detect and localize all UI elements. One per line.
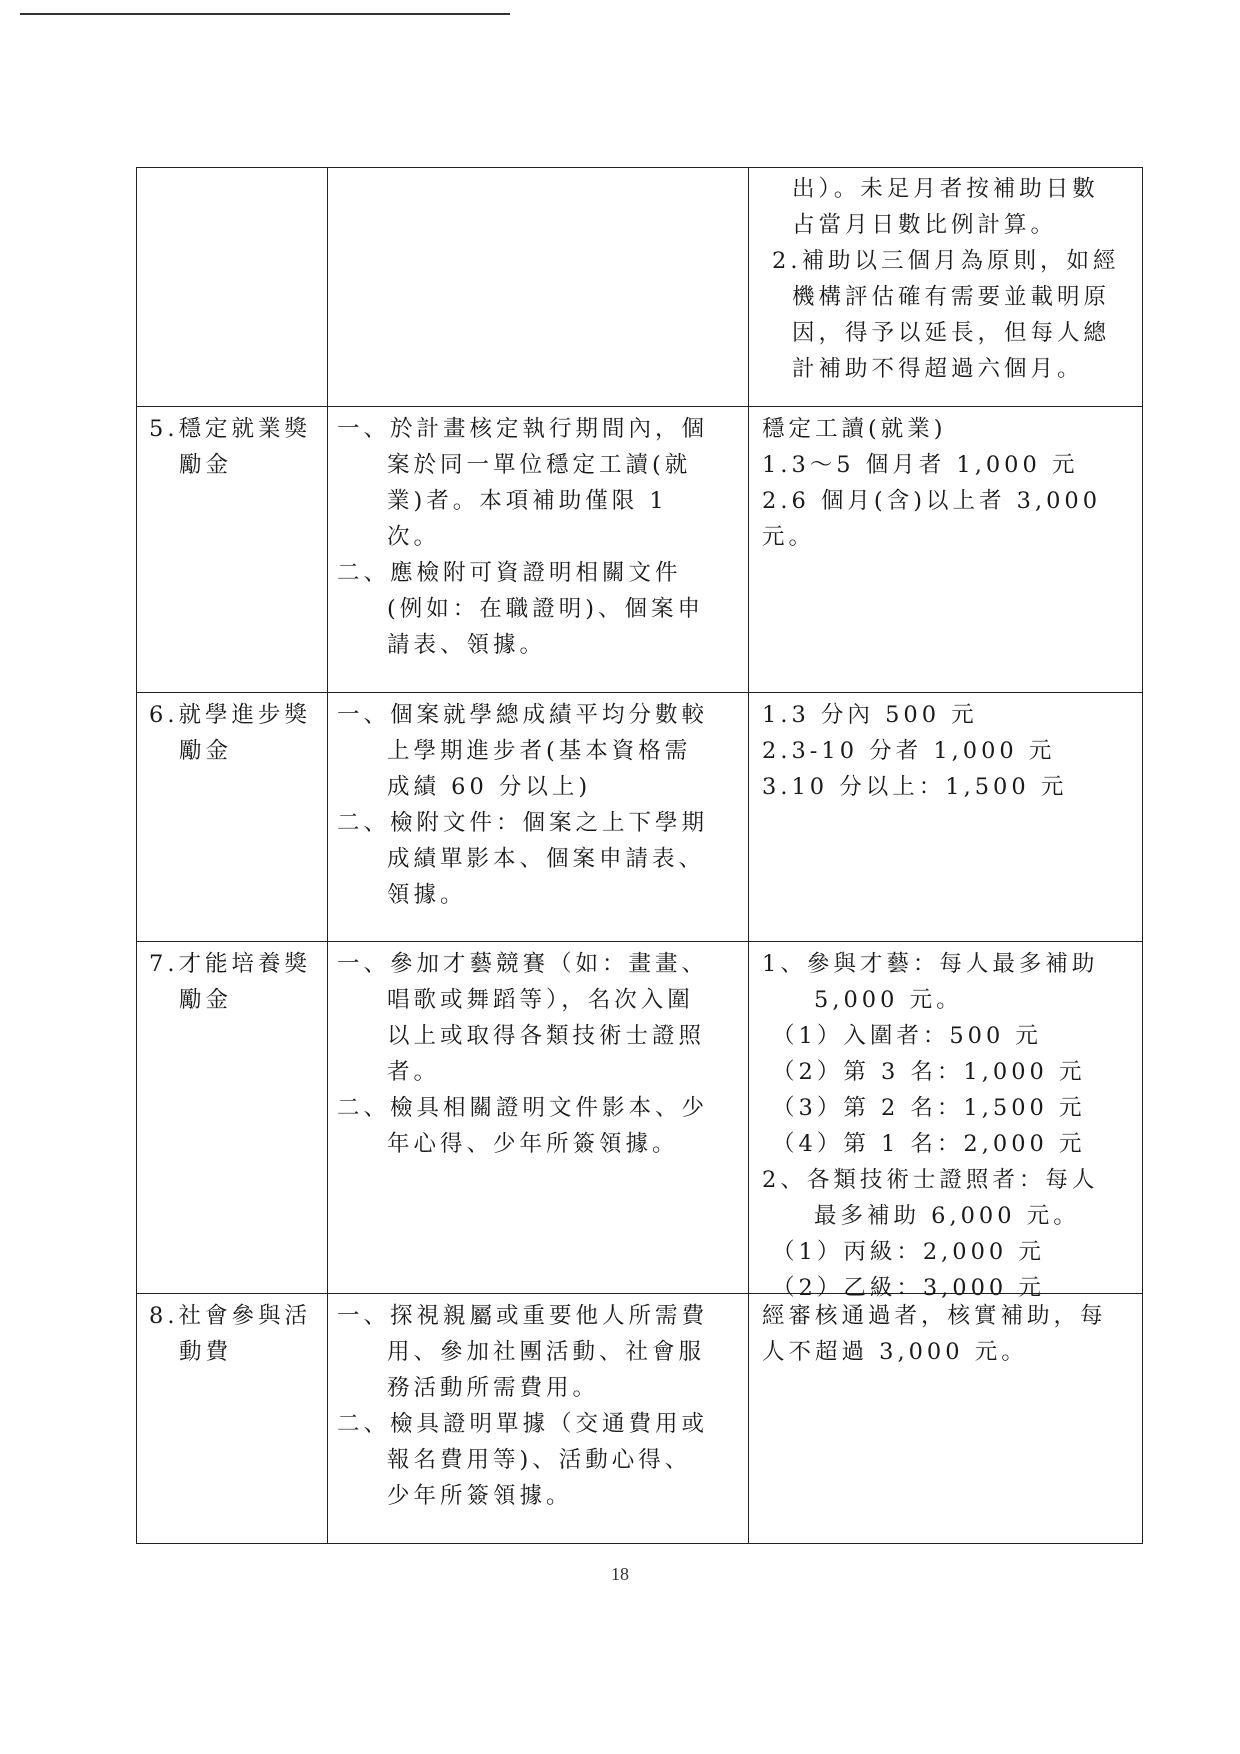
- text-line: 次。: [387, 524, 441, 550]
- column-divider: [327, 168, 328, 1543]
- text-line: 占當月日數比例計算。: [792, 212, 1058, 238]
- subsidy-table: [136, 167, 1143, 1544]
- text-line: 二、檢具相關證明文件影本、少: [337, 1095, 709, 1121]
- text-line: 5.穩定就業獎: [149, 416, 311, 442]
- text-line: 二、檢附文件：個案之上下學期: [337, 810, 709, 836]
- text-line: 上學期進步者(基本資格需: [387, 738, 692, 764]
- text-line: 穩定工讀(就業): [762, 416, 947, 442]
- text-line: 2、各類技術士證照者：每人: [762, 1167, 1099, 1193]
- text-line: （1）丙級：2,000 元: [772, 1239, 1045, 1265]
- row-continued-amount: [762, 171, 1142, 387]
- row-6-criteria: [337, 697, 755, 913]
- row-6-item: [149, 697, 327, 769]
- row-7-amount: [762, 946, 1142, 1306]
- text-line: 一、參加才藝競賽（如：畫畫、: [337, 951, 709, 977]
- text-line: 6.就學進步獎: [149, 702, 311, 728]
- text-line: 2.6 個月(含)以上者 3,000: [762, 488, 1102, 514]
- row-divider: [137, 692, 1142, 693]
- text-line: 勵金: [179, 452, 233, 478]
- text-line: 年心得、少年所簽領據。: [387, 1131, 679, 1157]
- text-line: 7.才能培養獎: [149, 951, 311, 977]
- text-line: 2.3-10 分者 1,000 元: [762, 738, 1056, 764]
- text-line: 二、應檢附可資證明相關文件: [337, 560, 682, 586]
- row-7-item: [149, 946, 327, 1018]
- text-line: 5,000 元。: [814, 987, 963, 1013]
- text-line: 唱歌或舞蹈等），名次入圍: [387, 987, 694, 1013]
- row-divider: [137, 941, 1142, 942]
- row-5-item: [149, 411, 327, 483]
- text-line: 務活動所需費用。: [387, 1375, 600, 1401]
- text-line: 成績單影本、個案申請表、: [387, 846, 706, 872]
- text-line: 3.10 分以上：1,500 元: [762, 774, 1068, 800]
- text-line: 勵金: [179, 987, 233, 1013]
- row-8-amount: [762, 1298, 1142, 1370]
- text-line: 計補助不得超過六個月。: [792, 356, 1084, 382]
- text-line: 二、檢具證明單據（交通費用或: [337, 1411, 709, 1437]
- text-line: 一、探視親屬或重要他人所需費: [337, 1303, 709, 1329]
- text-line: 者。: [387, 1059, 441, 1085]
- text-line: 報名費用等)、活動心得、: [387, 1447, 692, 1473]
- text-line: 8.社會參與活: [149, 1303, 311, 1329]
- text-line: 2.補助以三個月為原則，如經: [772, 248, 1120, 274]
- text-line: 機構評估確有需要並載明原: [792, 284, 1111, 310]
- text-line: 1.3 分內 500 元: [762, 702, 978, 728]
- text-line: （4）第 1 名：2,000 元: [772, 1131, 1086, 1157]
- text-line: （2）乙級：3,000 元: [772, 1275, 1045, 1301]
- text-line: 1、參與才藝：每人最多補助: [762, 951, 1099, 977]
- text-line: 業)者。本項補助僅限 1: [387, 488, 668, 514]
- text-line: （1）入圍者：500 元: [772, 1023, 1042, 1049]
- text-line: 領據。: [387, 882, 467, 908]
- text-line: 出）。未足月者按補助日數: [792, 176, 1099, 202]
- text-line: 一、於計畫核定執行期間內，個: [337, 416, 709, 442]
- text-line: 案於同一單位穩定工讀(就: [387, 452, 692, 478]
- text-line: 經審核通過者，核實補助，每: [762, 1303, 1107, 1329]
- row-8-criteria: [337, 1298, 755, 1514]
- text-line: (例如：在職證明)、個案申: [387, 596, 705, 622]
- text-line: 用、參加社團活動、社會服: [387, 1339, 706, 1365]
- row-divider: [137, 406, 1142, 407]
- header-rule: [20, 13, 510, 15]
- row-5-criteria: [337, 411, 755, 663]
- text-line: （2）第 3 名：1,000 元: [772, 1059, 1086, 1085]
- text-line: 元。: [762, 524, 816, 550]
- row-7-criteria: [337, 946, 755, 1162]
- page-number: 18: [611, 1564, 629, 1584]
- text-line: 人不超過 3,000 元。: [762, 1339, 1028, 1365]
- row-5-amount: [762, 411, 1142, 555]
- text-line: 因，得予以延長，但每人總: [792, 320, 1111, 346]
- text-line: 動費: [179, 1339, 233, 1365]
- text-line: 勵金: [179, 738, 233, 764]
- text-line: 一、個案就學總成績平均分數較: [337, 702, 709, 728]
- text-line: 成績 60 分以上): [387, 774, 592, 800]
- row-8-item: [149, 1298, 327, 1370]
- text-line: 最多補助 6,000 元。: [814, 1203, 1080, 1229]
- text-line: 少年所簽領據。: [387, 1483, 573, 1509]
- text-line: 以上或取得各類技術士證照: [387, 1023, 706, 1049]
- text-line: 請表、領據。: [387, 632, 547, 658]
- text-line: （3）第 2 名：1,500 元: [772, 1095, 1086, 1121]
- text-line: 1.3～5 個月者 1,000 元: [762, 452, 1079, 478]
- row-6-amount: [762, 697, 1142, 805]
